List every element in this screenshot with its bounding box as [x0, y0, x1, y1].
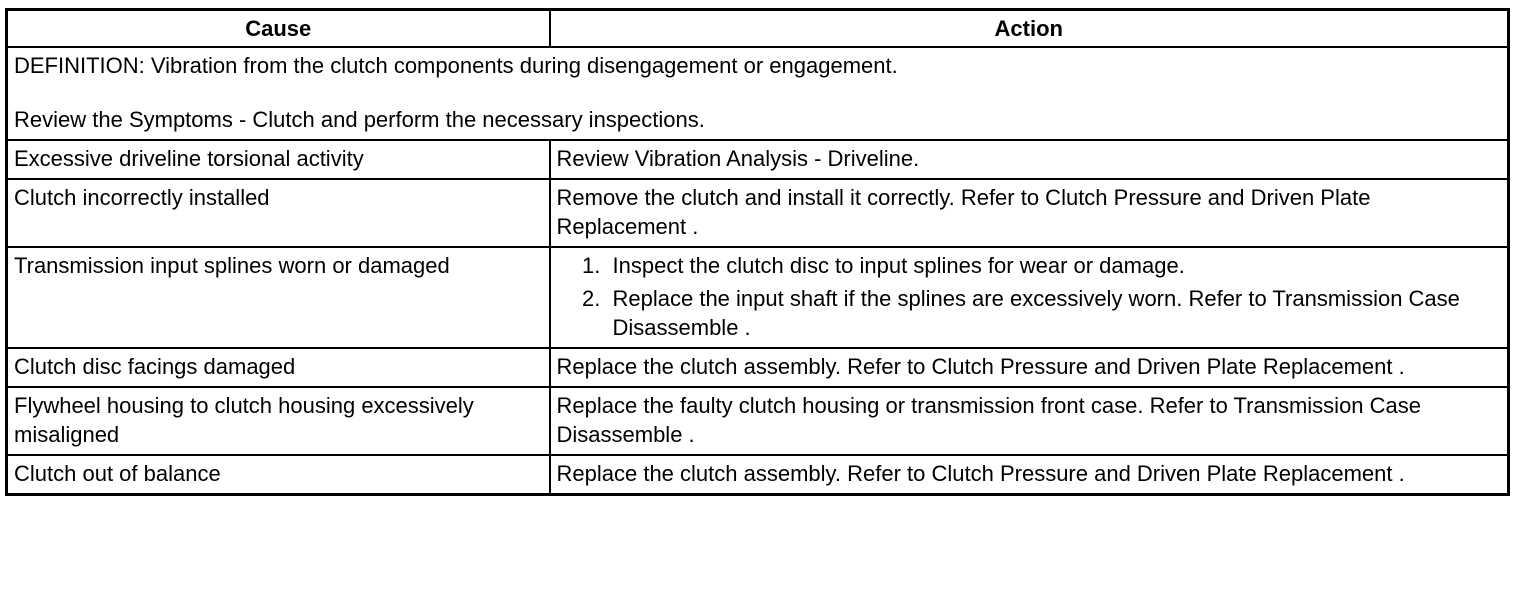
definition-note: Review the Symptoms - Clutch and perform the necessary inspections.: [14, 107, 705, 132]
action-cell: Replace the faulty clutch housing or transmission front case. Refer to Transmission Case Disassemble .: [550, 387, 1509, 455]
cause-cell: Transmission input splines worn or damaged: [7, 247, 550, 348]
cause-cell: Clutch disc facings damaged: [7, 348, 550, 387]
table-row: [7, 387, 1509, 455]
cause-cell: Clutch incorrectly installed: [7, 179, 550, 247]
action-cell: Replace the clutch assembly. Refer to Clutch Pressure and Driven Plate Replacement .: [550, 455, 1509, 495]
cause-cell: Clutch out of balance: [7, 455, 550, 495]
definition-text: DEFINITION: Vibration from the clutch components during disengagement or engagement.: [14, 53, 898, 78]
header-action: Action: [550, 10, 1509, 48]
action-step: 1. Inspect the clutch disc to input splines for wear or damage.: [607, 251, 1502, 280]
definition-row: [7, 47, 1509, 140]
definition-spacer: [14, 80, 1501, 105]
action-steps-list: [557, 251, 1502, 342]
action-cell: Remove the clutch and install it correctly. Refer to Clutch Pressure and Driven Plate Replacement .: [550, 179, 1509, 247]
table-row: [7, 348, 1509, 387]
table-row: [7, 455, 1509, 495]
header-row: [7, 10, 1509, 48]
table-row: [7, 247, 1509, 348]
header-cause: Cause: [7, 10, 550, 48]
action-cell: Review Vibration Analysis - Driveline.: [550, 140, 1509, 179]
action-cell: [550, 247, 1509, 348]
table-row: [7, 179, 1509, 247]
table-row: [7, 140, 1509, 179]
action-step: 2. Replace the input shaft if the splines are excessively worn. Refer to Transmission Case Disassemble .: [607, 284, 1502, 342]
definition-cell: [7, 47, 1509, 140]
diagnostic-table: [5, 8, 1510, 496]
diagnostic-table-container: [5, 8, 1507, 496]
cause-cell: Flywheel housing to clutch housing excessively misaligned: [7, 387, 550, 455]
action-cell: Replace the clutch assembly. Refer to Clutch Pressure and Driven Plate Replacement .: [550, 348, 1509, 387]
cause-cell: Excessive driveline torsional activity: [7, 140, 550, 179]
